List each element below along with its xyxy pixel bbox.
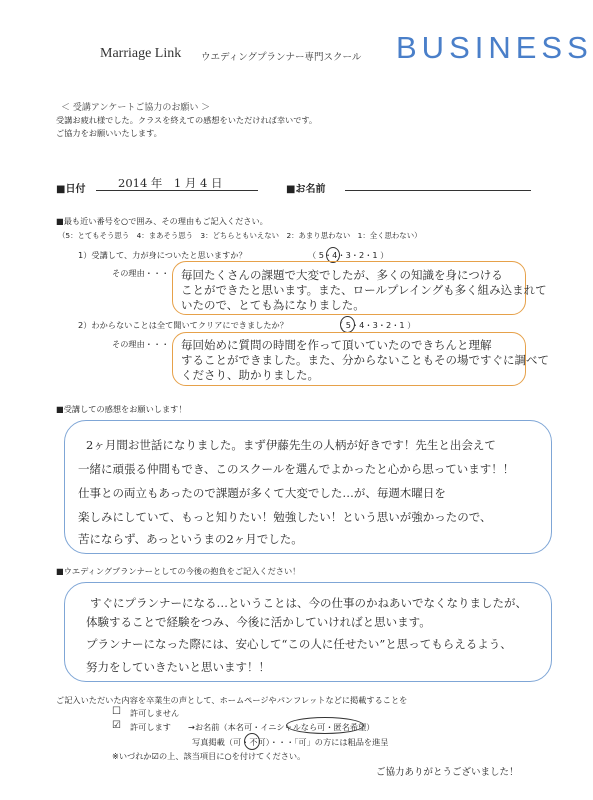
question-1: 1）受講して、力が身についたと思いますか？	[78, 250, 247, 260]
intro-line-1: 受講お疲れ様でした。クラスを終えての感想をいただければ幸いです。	[56, 115, 318, 125]
intro-heading: ＜ 受講アンケートご協力のお願い ＞	[61, 103, 211, 113]
date-label: ■日付	[56, 184, 86, 195]
reason-label-2: その理由・・・	[112, 339, 170, 349]
impressions-line-2: 一緒に頑張る仲間もでき、このスクールを選んでよかったと心から思っています！！	[78, 462, 515, 476]
consent-intro: ご記入いただいた内容を卒業生の声として、ホームページやパンフレットなどに掲載することを	[56, 695, 408, 705]
school-name: ウエディングプランナー専門スクール	[201, 52, 362, 63]
impressions-line-1: 2ヶ月間お世話になりました。まず伊藤先生の人柄が好きです！先生と出会えて	[86, 438, 496, 452]
rating-scale: （5：とてもそう思う 4：まあそう思う 3：どちらともいえない 2：あまり思わない 1：全く思わない）	[58, 231, 422, 240]
impressions-line-4: 楽しみにしていて、もっと知りたい！勉強したい！という思いが強かったので、	[78, 510, 492, 524]
aspiration-line-4: 努力をしていきたいと思います！！	[86, 660, 270, 674]
allow-label: 許可します	[130, 722, 171, 732]
answer-2-line-2: することができました。また、分からないこともその場ですぐに調べて	[181, 353, 549, 367]
rating-section-title: ■最も近い番号を○で囲み、その理由もご記入ください。	[56, 216, 268, 226]
course-title: BUSINESS	[396, 30, 593, 65]
question-2: 2）わからないことは全て聞いてクリアにできましたか？	[78, 320, 288, 330]
question-2-options: （ 5・4・3・2・1 ）	[335, 320, 416, 330]
deny-checkbox[interactable]: ☐	[112, 706, 121, 717]
aspiration-line-2: 体験することで経験をつみ、今後に活かしていければと思います。	[86, 615, 431, 629]
aspiration-title: ■ウエディングプランナーとしての今後の抱負をご記入ください！	[56, 566, 301, 576]
aspiration-line-3: プランナーになった際には、安心して“この人に任せたい”と思ってもらえるよう、	[86, 637, 512, 651]
intro-line-2: ご協力をお願いいたします。	[56, 128, 162, 138]
photo-publish-options: 写真掲載（可・不可）・・・「可」の方には粗品を進呈	[192, 737, 389, 747]
deny-label: 許可しません	[130, 708, 180, 718]
impressions-title: ■受講しての感想をお願いします！	[56, 404, 187, 414]
impressions-line-3: 仕事との両立もあったので課題が多くて大変でした…が、毎週木曜日を	[78, 486, 446, 500]
impressions-line-5: 苦にならず、あっというまの2ヶ月でした。	[78, 532, 303, 546]
question-2-selected-circle[interactable]	[340, 316, 355, 333]
name-underline[interactable]	[345, 190, 531, 191]
allow-checkbox[interactable]: ☑	[112, 720, 121, 731]
brand-name: Marriage Link	[100, 46, 182, 61]
answer-2-line-3: くださり、助かりました。	[181, 368, 319, 382]
thanks-message: ご協力ありがとうございました！	[376, 767, 519, 778]
answer-2-line-1: 毎回始めに質問の時間を作って頂いていたのできちんと理解	[181, 338, 492, 352]
initials-selected-circle[interactable]	[286, 717, 364, 734]
date-value[interactable]: 2014 年 1 月 4 日	[118, 176, 223, 190]
answer-1-line-3: いたので、とても為になりました。	[181, 298, 365, 312]
photo-ok-selected-circle[interactable]	[244, 733, 260, 750]
date-underline	[96, 190, 258, 191]
answer-1-line-2: ことができたと思います。また、ロールプレイングも多く組み込まれて	[181, 283, 547, 297]
consent-note: ※いづれか☑の上、該当項目に○を付けてください。	[112, 751, 306, 761]
name-publish-options: →お名前（本名可・イニシャルなら可・匿名希望）	[188, 722, 375, 732]
question-1-options: （ 5・4・3・2・1 ）	[308, 250, 389, 260]
reason-label-1: その理由・・・	[112, 268, 170, 278]
aspiration-line-1: すぐにプランナーになる…ということは、今の仕事のかねあいでなくなりましたが、	[90, 596, 527, 610]
name-label: ■お名前	[286, 184, 326, 195]
answer-1-line-1: 毎回たくさんの課題で大変でしたが、多くの知識を身につける	[181, 268, 503, 282]
